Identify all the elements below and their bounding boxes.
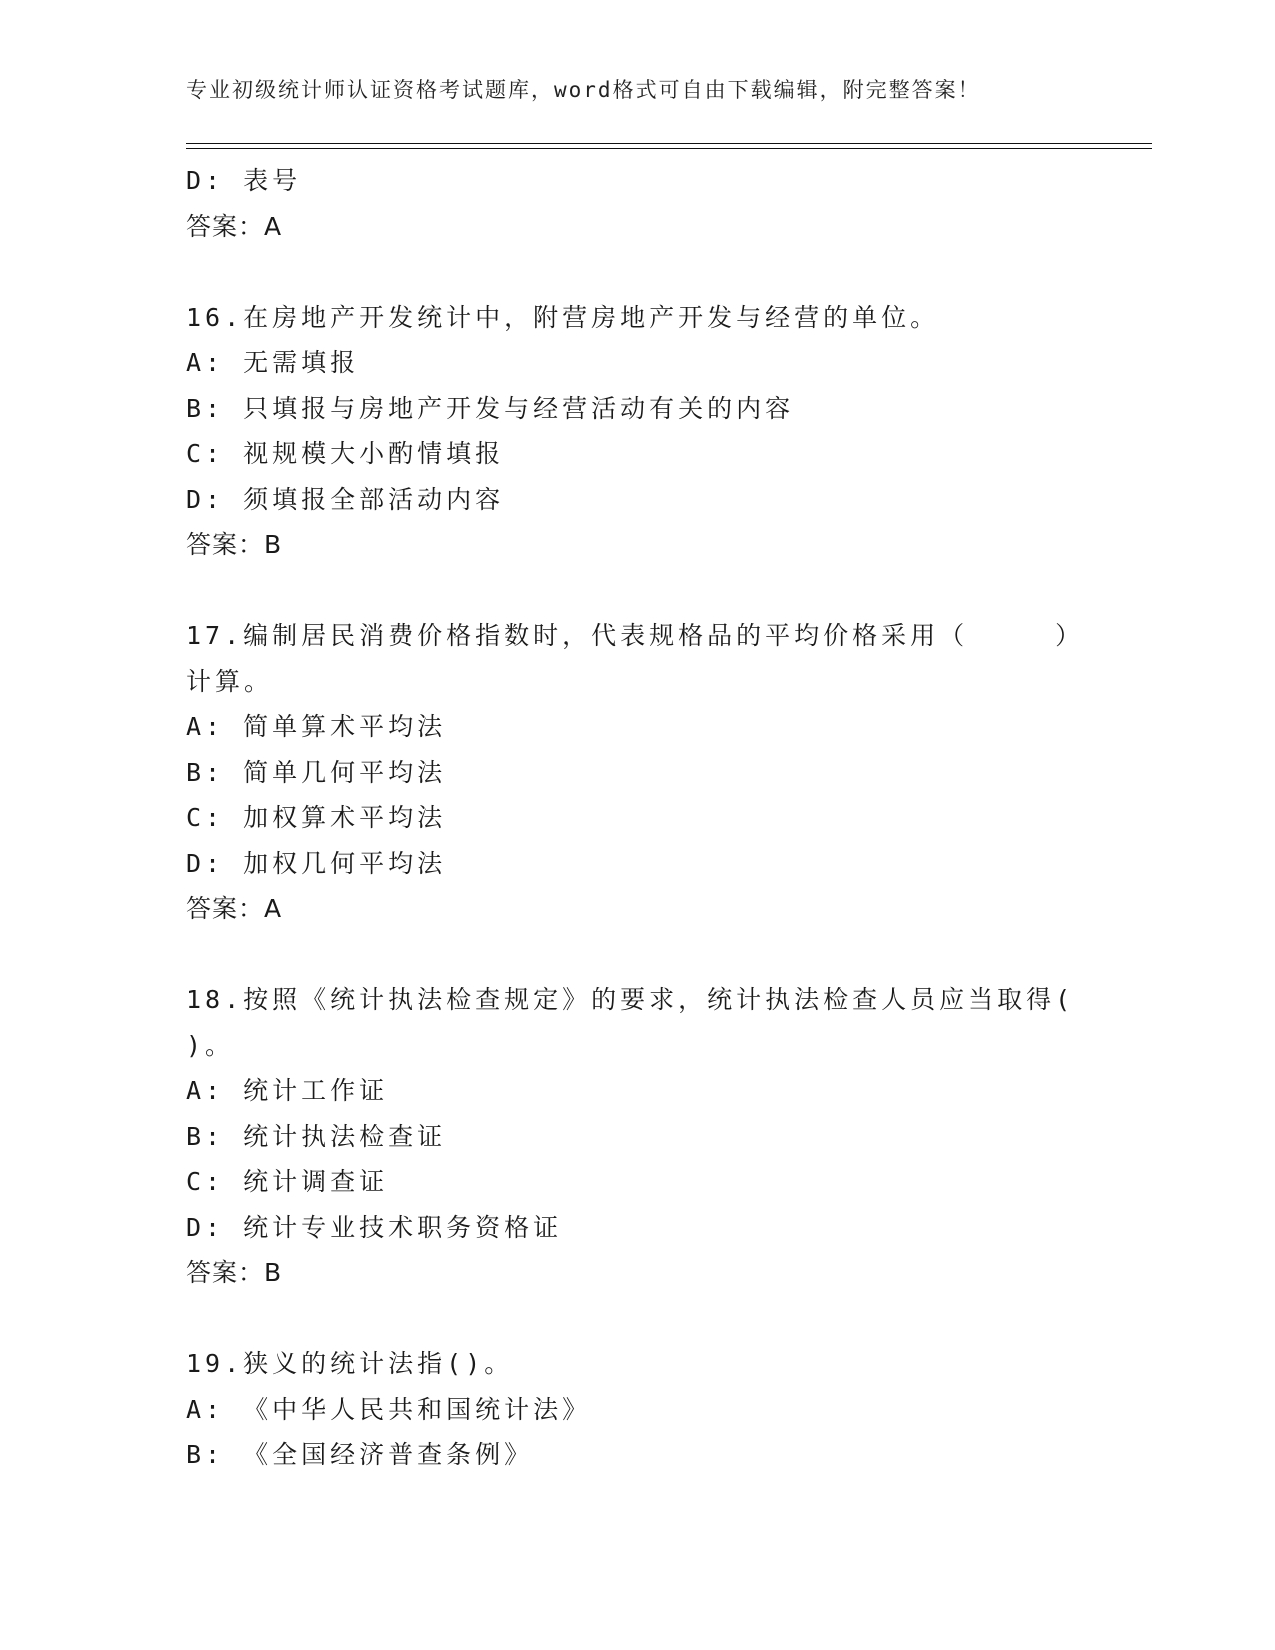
question-stem: 16.在房地产开发统计中，附营房地产开发与经营的单位。 (186, 302, 940, 332)
page-header: 专业初级统计师认证资格考试题库，word格式可自由下载编辑，附完整答案！ (186, 78, 981, 102)
option-a: A: 简单算术平均法 (186, 712, 447, 741)
option-d: D: 须填报全部活动内容 (186, 484, 505, 514)
answer: 答案：A (186, 211, 283, 241)
option-b: B: 统计执法检查证 (186, 1121, 447, 1151)
spacer (186, 568, 1086, 614)
question-stem: 19.狭义的统计法指()。 (186, 1349, 514, 1378)
answer: 答案：B (186, 1258, 283, 1287)
option-a: A: 《中华人民共和国统计法》 (186, 1394, 592, 1424)
option-c: C: 加权算术平均法 (186, 803, 447, 832)
question-stem-continued: 计算。 (186, 666, 274, 696)
header-rule-top (186, 143, 1152, 144)
spacer (186, 932, 1086, 978)
question-stem: 18.按照《统计执法检查规定》的要求，统计执法检查人员应当取得( (186, 985, 1075, 1014)
spacer (186, 249, 1086, 295)
option-a: A: 统计工作证 (186, 1076, 389, 1105)
option-a: A: 无需填报 (186, 348, 360, 377)
option-b: B: 《全国经济普查条例》 (186, 1440, 534, 1469)
question-content (186, 158, 1086, 1478)
question-stem-continued: )。 (186, 1030, 235, 1060)
option-c: C: 视规模大小酌情填报 (186, 439, 505, 468)
question-stem: 17.编制居民消费价格指数时，代表规格品的平均价格采用（ ） (186, 621, 1085, 650)
option-d: D: 加权几何平均法 (186, 848, 447, 878)
option-b: B: 只填报与房地产开发与经营活动有关的内容 (186, 393, 795, 423)
spacer (186, 1296, 1086, 1342)
option-c: C: 统计调查证 (186, 1167, 389, 1196)
option-d: D: 统计专业技术职务资格证 (186, 1212, 563, 1242)
option-d: D: 表号 (186, 166, 302, 195)
option-b: B: 简单几何平均法 (186, 757, 447, 787)
answer: 答案：A (186, 894, 283, 923)
answer: 答案：B (186, 530, 283, 559)
header-rule-bottom (186, 148, 1152, 149)
